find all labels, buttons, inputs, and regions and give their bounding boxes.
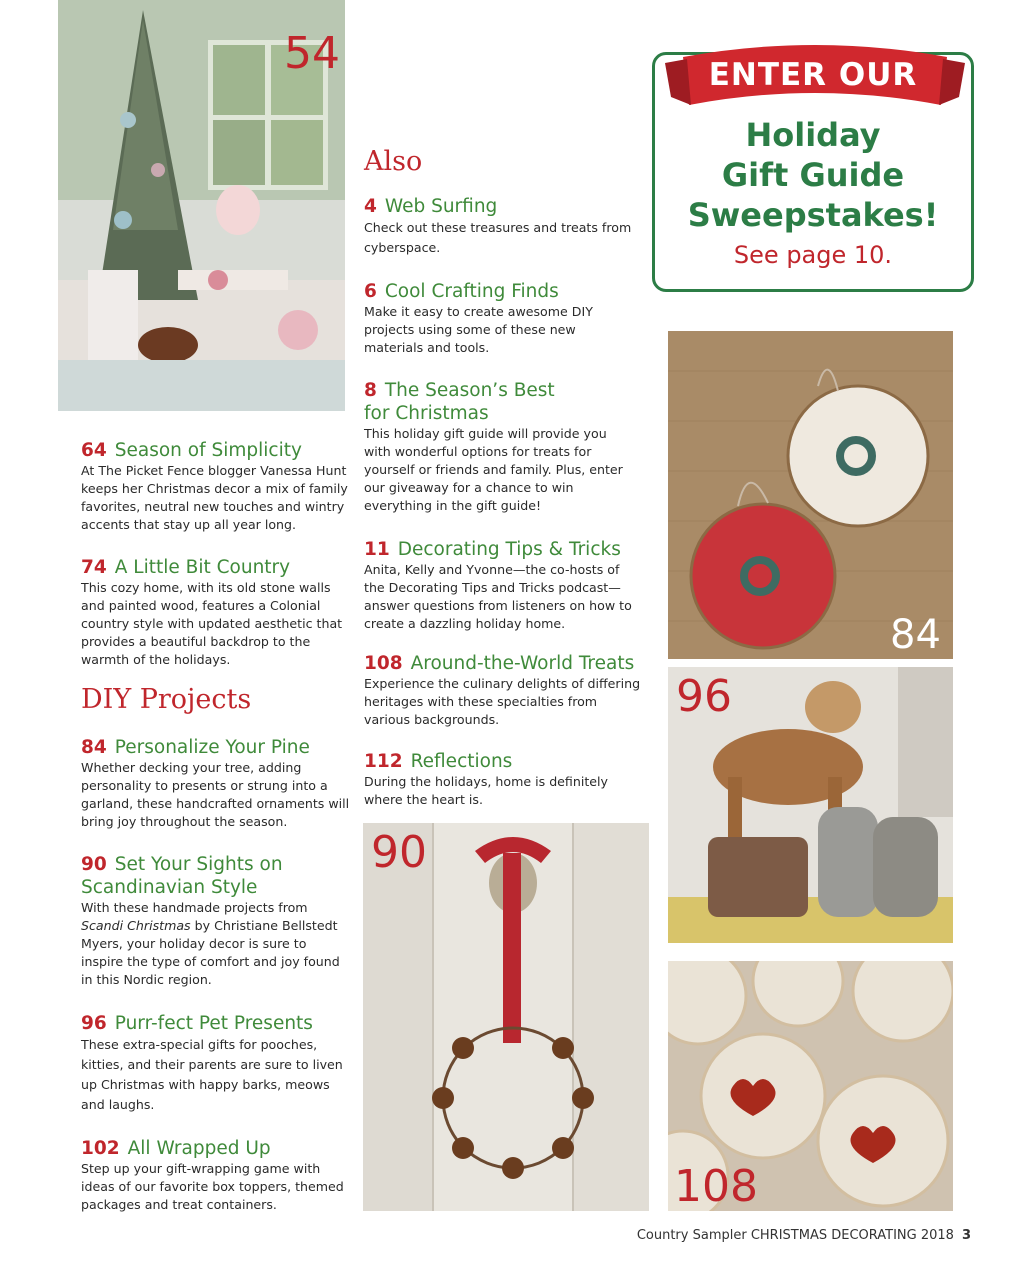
sweep-line3: Sweepstakes!	[687, 196, 939, 234]
also-entry[interactable]	[364, 379, 634, 515]
entry-description: Experience the culinary delights of differing heritages with these specialties from various backgrounds.	[364, 676, 641, 727]
sweep-see-page[interactable]: See page 10.	[733, 241, 893, 269]
section-heading-diy: DIY Projects	[81, 684, 252, 715]
entry-title: 64 Season of Simplicity	[81, 440, 302, 461]
entry-title: 102 All Wrapped Up	[81, 1138, 271, 1159]
also-entry[interactable]	[364, 195, 634, 258]
entry-page-number: 102	[81, 1138, 120, 1159]
photo-cookies	[668, 961, 953, 1211]
page-number-108: 108	[674, 1161, 758, 1211]
entry-page-number: 11	[364, 539, 390, 560]
diy-entry[interactable]	[81, 1137, 351, 1214]
entry-description: Step up your gift-wrapping game with ideas of our favorite box toppers, themed packages and treat containers.	[81, 1161, 344, 1212]
entry-description: At The Picket Fence blogger Vanessa Hunt keeps her Christmas decor a mix of family favorites, neutral new touches and wintry accents that stay up all year long.	[81, 463, 348, 532]
banner-text: ENTER OUR	[708, 57, 918, 93]
entry-description: Anita, Kelly and Yvonne—the co-hosts of the Decorating Tips and Tricks podcast—answer questions from listeners on how to create a dazzling holiday home.	[364, 562, 632, 631]
diy-entry[interactable]	[81, 853, 351, 989]
photo-pet-pillows	[668, 667, 953, 943]
entry-description: Check out these treasures and treats from cyberspace.	[364, 220, 632, 255]
page-number-96: 96	[676, 671, 732, 722]
sweep-line2: Gift Guide	[721, 156, 905, 194]
entry-description: Make it easy to create awesome DIY projects using some of these new materials and tools.	[364, 304, 593, 355]
entry-title: 4 Web Surfing	[364, 196, 498, 217]
also-entry[interactable]	[364, 750, 634, 809]
entry-page-number: 90	[81, 854, 107, 875]
entry-description: Whether decking your tree, adding personality to presents or strung into a garland, these handcrafted ornaments will bring joy throughout the season.	[81, 760, 350, 829]
entry-title: 96 Purr-fect Pet Presents	[81, 1013, 313, 1034]
entry-title: 112 Reflections	[364, 751, 513, 772]
entry-title: 11 Decorating Tips & Tricks	[364, 539, 621, 560]
photo-wreath	[363, 823, 649, 1211]
page-number-90: 90	[371, 827, 427, 878]
entry-title: 74 A Little Bit Country	[81, 557, 291, 578]
page-footer	[637, 1228, 971, 1243]
folio: 3	[961, 1228, 971, 1243]
page-number-54: 54	[284, 28, 340, 79]
entry-page-number: 112	[364, 751, 403, 772]
diy-entry[interactable]	[81, 1012, 351, 1115]
page-number-84: 84	[890, 612, 941, 658]
entry-title-line2: for Christmas	[364, 403, 489, 424]
entry-description: This holiday gift guide will provide you with wonderful options for treats for yourself or friends and family. Plus, enter our giveaway for a chance to win everything in the gift guide!	[364, 426, 623, 513]
feature-entry[interactable]	[81, 439, 351, 534]
entry-page-number: 96	[81, 1013, 107, 1034]
also-entry[interactable]	[364, 280, 634, 357]
entry-description: This cozy home, with its old stone walls and painted wood, features a Colonial country style with updated aesthetic that provides a beautiful backdrop to the warmth of the holidays.	[81, 580, 343, 667]
entry-title: 90 Set Your Sights on	[81, 854, 283, 875]
diy-entry[interactable]	[81, 736, 351, 831]
entry-page-number: 6	[364, 281, 377, 302]
sweep-line1: Holiday	[745, 116, 881, 154]
entry-page-number: 64	[81, 440, 107, 461]
entry-title: 108 Around-the-World Treats	[364, 653, 635, 674]
entry-page-number: 74	[81, 557, 107, 578]
publication-name: Country Sampler CHRISTMAS DECORATING 2018	[636, 1228, 954, 1243]
entry-title: 8 The Season’s Best	[364, 380, 555, 401]
entry-title: 6 Cool Crafting Finds	[364, 281, 559, 302]
entry-title-line2: Scandinavian Style	[81, 877, 258, 898]
entry-description: These extra-special gifts for pooches, kitties, and their parents are sure to liven up Christmas with happy barks, meows and laughs.	[81, 1037, 343, 1112]
feature-entry[interactable]	[81, 556, 351, 669]
entry-page-number: 8	[364, 380, 377, 401]
entry-description: With these handmade projects from Scandi Christmas by Christiane Bellstedt Myers, your holiday decor is sure to inspire the type of comfort and joy found in this Nordic region.	[81, 900, 340, 987]
photo-christmas-room	[58, 0, 345, 411]
also-entry[interactable]	[364, 652, 644, 729]
section-heading-also: Also	[364, 146, 423, 177]
entry-title: 84 Personalize Your Pine	[81, 737, 310, 758]
entry-description: During the holidays, home is definitely where the heart is.	[364, 774, 608, 807]
entry-page-number: 84	[81, 737, 107, 758]
sweepstakes-box[interactable]	[652, 52, 974, 292]
entry-page-number: 108	[364, 653, 403, 674]
also-entry[interactable]	[364, 538, 634, 633]
entry-page-number: 4	[364, 196, 377, 217]
photo-ornaments	[668, 331, 953, 659]
